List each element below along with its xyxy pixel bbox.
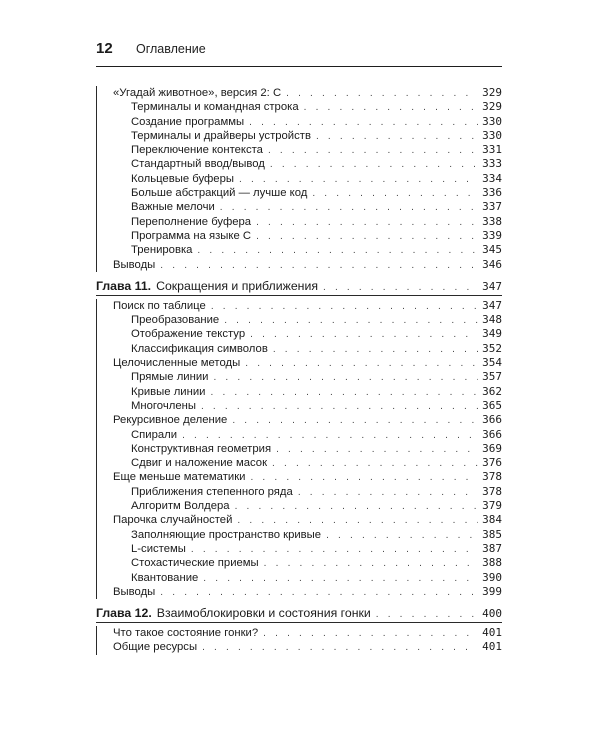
dot-leader — [272, 457, 478, 471]
toc-subsection-entry[interactable] — [97, 399, 502, 413]
dot-leader — [250, 328, 478, 342]
entry-title: Важные мелочи — [131, 201, 215, 214]
entry-title: Целочисленные методы — [113, 357, 241, 370]
entry-title: Сдвиг и наложение масок — [131, 457, 268, 470]
entry-page-number: 337 — [482, 200, 502, 214]
dot-leader — [182, 429, 478, 443]
header-rule — [96, 66, 502, 67]
entry-title: Терминалы и драйверы устройств — [131, 129, 311, 142]
entry-page-number: 366 — [482, 413, 502, 427]
toc-subsection-entry[interactable] — [97, 556, 502, 570]
entry-title: Заполняющие пространство кривые — [131, 528, 322, 541]
entry-title: Прямые линии — [131, 371, 209, 384]
entry-page-number: 378 — [482, 470, 502, 484]
entry-title: Поиск по таблице — [113, 299, 206, 312]
entry-title: Терминалы и командная строка — [131, 101, 299, 114]
toc-section-entry[interactable] — [97, 356, 502, 370]
toc-subsection-entry[interactable] — [97, 313, 502, 327]
entry-title: «Угадай животное», версия 2: С — [113, 87, 282, 99]
entry-page-number: 347 — [482, 298, 502, 312]
toc-section-entry[interactable] — [97, 299, 502, 313]
entry-title: Кривые линии — [131, 385, 206, 398]
toc-subsection-entry[interactable] — [97, 229, 502, 243]
entry-title: Переполнение буфера — [131, 215, 252, 228]
entry-title: Алгоритм Волдера — [131, 500, 230, 513]
entry-title: Выводы — [113, 258, 156, 271]
entry-page-number: 345 — [482, 243, 502, 257]
toc-subsection-entry[interactable] — [97, 172, 502, 186]
running-title: Оглавление — [136, 42, 206, 56]
dot-leader — [256, 216, 478, 230]
entry-page-number: 365 — [482, 398, 502, 412]
chapter-page-number: 347 — [482, 279, 502, 293]
entry-page-number: 330 — [482, 114, 502, 128]
toc-subsection-entry[interactable] — [97, 200, 502, 214]
dot-leader — [286, 87, 478, 101]
entry-page-number: 384 — [482, 513, 502, 527]
dot-leader — [160, 259, 478, 273]
toc-subsection-entry[interactable] — [97, 243, 502, 257]
dot-leader — [263, 627, 478, 641]
entry-page-number: 376 — [482, 456, 502, 470]
toc-section-entry[interactable] — [97, 413, 502, 427]
entry-page-number: 330 — [482, 128, 502, 142]
entry-page-number: 349 — [482, 327, 502, 341]
entry-title: Тренировка — [131, 244, 193, 257]
entry-title: Создание программы — [131, 115, 245, 128]
chapter-label: Глава 11. — [96, 278, 152, 293]
entry-page-number: 357 — [482, 370, 502, 384]
entry-page-number: 379 — [482, 499, 502, 513]
entry-page-number: 352 — [482, 341, 502, 355]
toc-section-entry[interactable] — [97, 640, 502, 654]
toc-section-group — [96, 86, 502, 272]
dot-leader — [202, 641, 478, 655]
dot-leader — [323, 279, 478, 297]
entry-page-number: 399 — [482, 584, 502, 598]
entry-page-number: 354 — [482, 356, 502, 370]
dot-leader — [220, 201, 478, 215]
entry-page-number: 362 — [482, 384, 502, 398]
dot-leader — [237, 514, 478, 528]
dot-leader — [160, 586, 478, 600]
entry-title: Что такое состояние гонки? — [113, 627, 259, 640]
entry-title: Кольцевые буферы — [131, 172, 234, 185]
dot-leader — [256, 230, 478, 244]
dot-leader — [249, 116, 478, 130]
dot-leader — [326, 529, 478, 543]
entry-page-number: 366 — [482, 427, 502, 441]
toc-subsection-entry[interactable] — [97, 499, 502, 513]
toc-section-entry[interactable] — [97, 86, 502, 100]
toc-subsection-entry[interactable] — [97, 528, 502, 542]
dot-leader — [250, 471, 478, 485]
chapter-label: Глава 12. — [96, 606, 152, 621]
entry-title: Общие ресурсы — [113, 641, 198, 654]
entry-title: Классификация символов — [131, 342, 268, 355]
entry-page-number: 390 — [482, 570, 502, 584]
dot-leader — [201, 400, 478, 414]
entry-page-number: 378 — [482, 484, 502, 498]
dot-leader — [197, 244, 478, 258]
entry-page-number: 401 — [482, 626, 502, 640]
entry-title: Стандартный ввод/вывод — [131, 158, 265, 171]
entry-title: Преобразование — [131, 314, 220, 327]
dot-leader — [224, 314, 478, 328]
dot-leader — [191, 543, 478, 557]
entry-title: Парочка случайностей — [113, 514, 233, 527]
entry-page-number: 369 — [482, 441, 502, 455]
toc-subsection-entry[interactable] — [97, 385, 502, 399]
toc-subsection-entry[interactable] — [97, 186, 502, 200]
toc-section-entry[interactable] — [97, 626, 502, 640]
dot-leader — [232, 414, 478, 428]
entry-page-number: 348 — [482, 313, 502, 327]
dot-leader — [203, 572, 478, 586]
toc-subsection-entry[interactable] — [97, 456, 502, 470]
toc-subsection-entry[interactable] — [97, 542, 502, 556]
entry-title: Выводы — [113, 585, 156, 598]
chapter-title: Сокращения и приближения — [156, 278, 318, 293]
toc-subsection-entry[interactable] — [97, 215, 502, 229]
dot-leader — [264, 557, 478, 571]
toc-subsection-entry[interactable] — [97, 428, 502, 442]
entry-page-number: 333 — [482, 157, 502, 171]
entry-title: Стохастические приемы — [131, 557, 259, 570]
dot-leader — [235, 500, 478, 514]
dot-leader — [210, 386, 478, 400]
entry-page-number: 329 — [482, 100, 502, 114]
entry-title: Приближения степенного ряда — [131, 485, 293, 498]
toc-chapter-heading[interactable] — [96, 604, 502, 622]
toc-section-entry[interactable] — [97, 470, 502, 484]
toc-subsection-entry[interactable] — [97, 571, 502, 585]
toc-section-entry[interactable] — [97, 513, 502, 527]
page-number: 12 — [96, 40, 113, 57]
entry-title: Квантование — [131, 571, 199, 584]
dot-leader — [304, 101, 478, 115]
dot-leader — [270, 158, 478, 172]
toc-subsection-entry[interactable] — [97, 129, 502, 143]
toc-section-entry[interactable] — [97, 258, 502, 272]
toc-subsection-entry[interactable] — [97, 442, 502, 456]
dot-leader — [239, 173, 478, 187]
entry-page-number: 334 — [482, 171, 502, 185]
entry-title: L-системы — [131, 542, 186, 555]
dot-leader — [376, 606, 478, 624]
entry-page-number: 385 — [482, 527, 502, 541]
toc-section-group — [96, 626, 502, 655]
entry-title: Программа на языке С — [131, 229, 252, 242]
entry-page-number: 401 — [482, 640, 502, 654]
toc-subsection-entry[interactable] — [97, 115, 502, 129]
entry-title: Больше абстракций — лучше код — [131, 187, 308, 200]
entry-title: Конструктивная геометрия — [131, 442, 272, 455]
entry-title: Отображение текстур — [131, 328, 246, 341]
entry-page-number: 336 — [482, 186, 502, 200]
toc-subsection-entry[interactable] — [97, 370, 502, 384]
entry-title: Многочлены — [131, 399, 196, 412]
toc-subsection-entry[interactable] — [97, 485, 502, 499]
entry-page-number: 346 — [482, 257, 502, 271]
chapter-title: Взаимоблокировки и состояния гонки — [156, 606, 371, 621]
dot-leader — [245, 357, 478, 371]
toc-subsection-entry[interactable] — [97, 100, 502, 114]
dot-leader — [211, 300, 478, 314]
toc-subsection-entry[interactable] — [97, 143, 502, 157]
toc-section-entry[interactable] — [97, 585, 502, 599]
dot-leader — [276, 443, 478, 457]
entry-page-number: 329 — [482, 86, 502, 99]
dot-leader — [316, 130, 478, 144]
entry-page-number: 338 — [482, 214, 502, 228]
dot-leader — [298, 486, 478, 500]
entry-title: Переключение контекста — [131, 144, 263, 157]
toc-subsection-entry[interactable] — [97, 342, 502, 356]
chapter-page-number: 400 — [482, 607, 502, 621]
entry-page-number: 388 — [482, 556, 502, 570]
entry-page-number: 331 — [482, 143, 502, 157]
dot-leader — [268, 144, 478, 158]
toc-subsection-entry[interactable] — [97, 157, 502, 171]
dot-leader — [273, 343, 478, 357]
entry-title: Еще меньше математики — [113, 471, 246, 484]
running-head — [96, 40, 206, 57]
toc-section-group — [96, 299, 502, 599]
dot-leader — [213, 371, 478, 385]
toc-chapter-heading[interactable] — [96, 277, 502, 295]
entry-title: Рекурсивное деление — [113, 414, 228, 427]
entry-title: Спирали — [131, 428, 178, 441]
entry-page-number: 387 — [482, 541, 502, 555]
table-of-contents — [96, 86, 502, 660]
dot-leader — [312, 187, 478, 201]
toc-subsection-entry[interactable] — [97, 327, 502, 341]
entry-page-number: 339 — [482, 228, 502, 242]
